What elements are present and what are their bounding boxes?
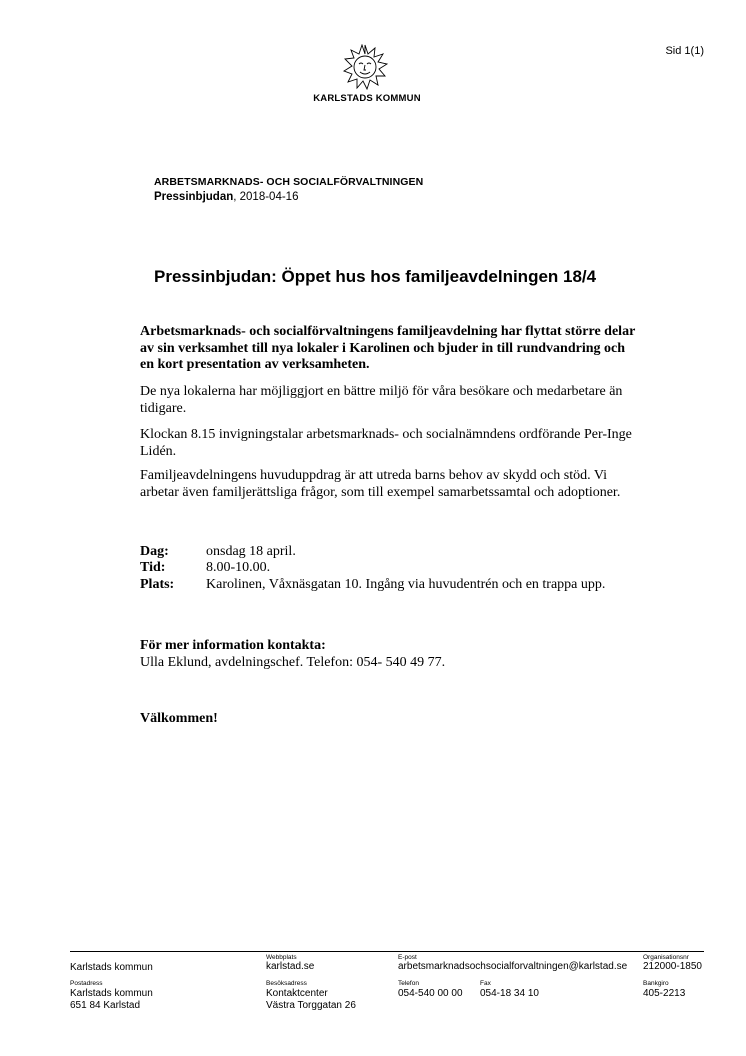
- fact-time-label: Tid:: [140, 560, 166, 575]
- footer-visit-line2: Västra Torggatan 26: [266, 1000, 356, 1011]
- footer-post-line1: Karlstads kommun: [70, 988, 153, 999]
- document-type-date: [154, 191, 298, 203]
- footer-orgnr-value: 212000-1850: [643, 961, 702, 972]
- footer-visit-label: Besöksadress: [266, 980, 307, 987]
- footer-visit-line1: Kontaktcenter: [266, 988, 328, 999]
- closing-greeting: Välkommen!: [140, 711, 218, 726]
- fact-day: [140, 544, 640, 561]
- footer-post-line2: 651 84 Karlstad: [70, 1000, 141, 1011]
- body-paragraph: De nya lokalerna har möjliggjort en bättre miljö för våra besökare och medarbetare än tidigare.: [140, 384, 623, 416]
- footer-email-link[interactable]: arbetsmarknadsochsocialforvaltningen@karlstad.se: [398, 961, 628, 972]
- fact-time-value: 8.00-10.00.: [206, 560, 271, 575]
- footer-phone-label: Telefon: [398, 980, 419, 987]
- document-date: , 2018-04-16: [233, 191, 299, 203]
- footer-fax-value: 054-18 34 10: [480, 988, 539, 999]
- sun-logo-icon: [342, 44, 388, 90]
- footer-org-name: Karlstads kommun: [70, 962, 153, 973]
- footer-orgnr-label: Organisationsnr: [643, 954, 689, 961]
- fact-time: [140, 560, 640, 577]
- contact-heading: För mer information kontakta:: [140, 638, 326, 653]
- fact-day-label: Dag:: [140, 544, 169, 559]
- body-paragraph: Klockan 8.15 invigningstalar arbetsmarknads- och socialnämndens ordförande Per-Inge Lidén.: [140, 427, 632, 459]
- footer-phone-value: 054-540 00 00: [398, 988, 463, 999]
- footer-divider: [70, 951, 704, 952]
- municipality-logo-text: KARLSTADS KOMMUN: [313, 93, 421, 104]
- fact-day-value: onsdag 18 april.: [206, 544, 296, 559]
- footer-email-label: E-post: [398, 954, 417, 961]
- department-name: ARBETSMARKNADS- OCH SOCIALFÖRVALTNINGEN: [154, 176, 424, 188]
- fact-place-label: Plats:: [140, 577, 175, 592]
- document-type: Pressinbjudan: [154, 191, 234, 203]
- footer-bankgiro-label: Bankgiro: [643, 980, 669, 987]
- footer-web-label: Webbplats: [266, 954, 297, 961]
- fact-place: [140, 577, 640, 594]
- page-number: Sid 1(1): [665, 45, 704, 57]
- contact-text: Ulla Eklund, avdelningschef. Telefon: 054- 540 49 77.: [140, 655, 446, 670]
- fact-place-value: Karolinen, Våxnäsgatan 10. Ingång via huvudentrén och en trappa upp.: [206, 577, 606, 592]
- footer-fax-label: Fax: [480, 980, 491, 987]
- page-title: Pressinbjudan: Öppet hus hos familjeavdelningen 18/4: [154, 267, 597, 286]
- footer-web-link[interactable]: karlstad.se: [266, 961, 315, 972]
- lead-paragraph: Arbetsmarknads- och socialförvaltningens familjeavdelning har flyttat större delar av sin verksamhet till nya lokaler i Karolinen och bjuder in till rundvandring och en kort presentation av verksamheten.: [140, 324, 636, 372]
- footer-bankgiro-value: 405-2213: [643, 988, 686, 999]
- body-paragraph: Familjeavdelningens huvuduppdrag är att utreda barns behov av skydd och stöd. Vi arbetar även familjerättsliga frågor, som till exempel samarbetssamtal och adoptioner.: [140, 468, 621, 500]
- footer-post-label: Postadress: [70, 980, 103, 987]
